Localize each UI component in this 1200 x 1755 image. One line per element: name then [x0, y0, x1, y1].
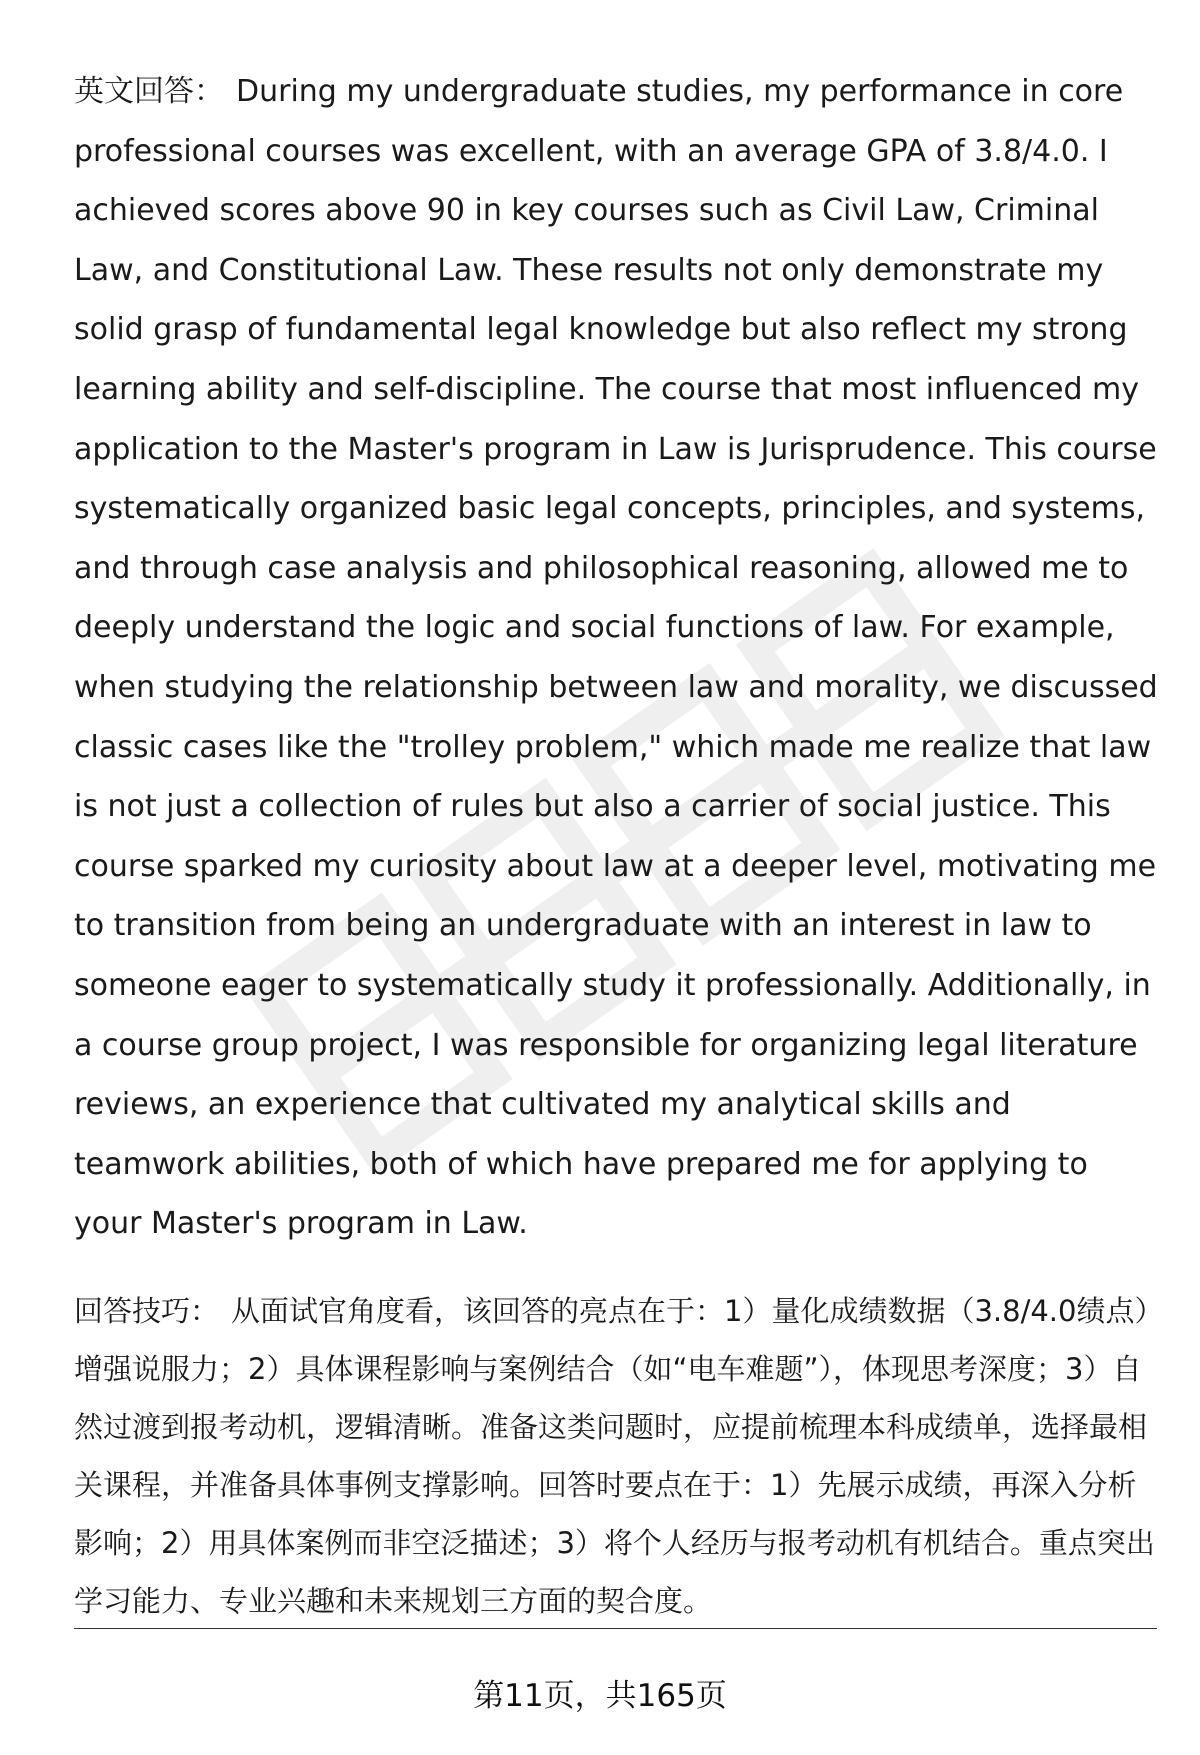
- answer-tips-text: 从面试官角度看，该回答的亮点在于：1）量化成绩数据（3.8/4.0绩点）增强说服力；2）具体课程影响与案例结合（如“电车难题”），体现思考深度；3）自然过渡到报考动机，逻辑清晰。准备这类问题时，应提前梳理本科成绩单，选择最相关课程，并准备具体事例支撑影响。回答时要点在于：1）先展示成绩，再深入分析影响；2）用具体案例而非空泛描述；3）将个人经历与报考动机有机结合。重点突出学习能力、专业兴趣和未来规划三方面的契合度。: [74, 1293, 1164, 1618]
- english-answer-label: 英文回答：: [74, 74, 224, 109]
- answer-tips-label: 回答技巧：: [74, 1293, 220, 1328]
- footer-divider: [74, 1628, 1157, 1629]
- page-number: 第11页，共165页: [473, 1678, 727, 1714]
- english-answer-paragraph: [74, 62, 1164, 1254]
- content-area: [74, 62, 1164, 1630]
- answer-tips-paragraph: [74, 1282, 1164, 1630]
- english-answer-text: During my undergraduate studies, my performance in core professional courses was excellent, with an average GPA of 3.8/4.0. I achieved scores above 90 in key courses such as Civil Law, Criminal Law, and Constitutional Law. These results not only demonstrate my solid grasp of fundamental legal knowledge but also reflect my strong learning ability and self-discipline. The course that most influenced my application to the Master's program in Law is Jurisprudence. This course systematically organized basic legal concepts, principles, and systems, and through case analysis and philosophical reasoning, allowed me to deeply understand the logic and social functions of law. For example, when studying the relationship between law and morality, we discussed classic cases like the "trolley problem," which made me realize that law is not just a collection of rules but also a carrier of social justice. This course sparked my curiosity about law at a deeper level, motivating me to transition from being an undergraduate with an interest in law to someone eager to systematically study it professionally. Additionally, in a course group project, I was responsible for organizing legal literature reviews, an experience that cultivated my analytical skills and teamwork abilities, both of which have prepared me for applying to your Master's program in Law.: [74, 74, 1158, 1242]
